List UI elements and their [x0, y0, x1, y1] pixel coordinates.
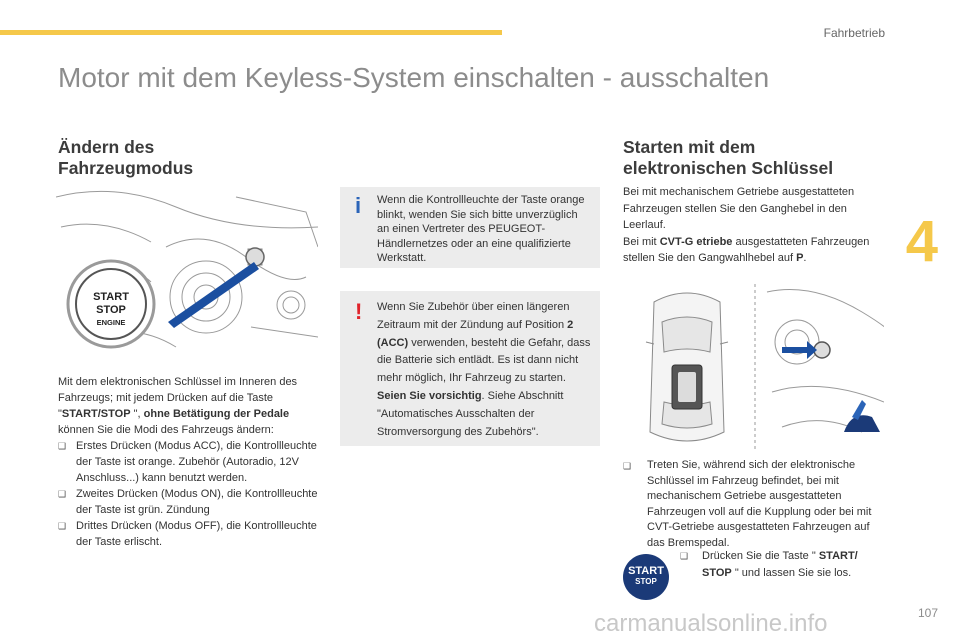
bullet-text: Drittes Drücken (Modus OFF), die Kontrollleuchte der Taste erlischt.: [76, 520, 317, 548]
top-accent-bar: [0, 30, 502, 35]
right-heading-line2: elektronischen Schlüssel: [623, 158, 834, 178]
intro-text-2: ",: [130, 408, 144, 420]
bullet2-bold-2: STOP: [702, 567, 732, 579]
warning-bold-1: 2 (ACC): [377, 318, 574, 349]
start-stop-badge: [68, 261, 154, 347]
warning-box: [340, 291, 600, 446]
intro-text: Mit dem elektronischen Schlüssel im Inneren des Fahrzeugs; mit jedem Drücken auf die Taste ": [58, 376, 298, 420]
bullet2-text-2: " und lassen Sie sie los.: [731, 567, 852, 579]
right-para-2: [623, 234, 889, 267]
left-heading-line2: Fahrzeugmodus: [58, 158, 194, 178]
start-bullet-1: [623, 458, 889, 551]
watermark: carmanualsonline.info: [594, 610, 828, 637]
info-icon: i: [355, 193, 362, 218]
warning-text-2: verwenden, besteht die Gefahr, dass die Batterie sich entlädt. Es ist dann nicht mehr möglich, Ihr Fahrzeug zu starten.: [377, 336, 591, 385]
left-heading-line1: Ändern des: [58, 137, 155, 157]
start-stop-button-icon: [623, 554, 669, 600]
right-p2-bold-2: P: [796, 252, 804, 264]
bullet2-bold-1: START/: [818, 550, 858, 562]
right-heading: [623, 137, 833, 179]
right-intro: [623, 184, 889, 267]
right-p2-bold: CVT-G etriebe: [659, 235, 733, 248]
start-drawing: [622, 282, 884, 454]
right-p2-text-3: .: [803, 252, 807, 264]
ignition-button-drawing: [246, 248, 264, 266]
page-number: 107: [918, 606, 939, 620]
bullet-marker: ❑: [58, 521, 67, 531]
start-label: START: [628, 565, 664, 577]
intro-text-3: können Sie die Modi des Fahrzeugs ändern:: [58, 424, 274, 436]
bullet-text: Zweites Drücken (Modus ON), die Kontrollleuchte der Taste ist grün. Zündung: [76, 488, 318, 516]
right-para-1: Bei mit mechanischem Getriebe ausgestatteten Fahrzeugen stellen Sie den Ganghebel in den Leerlauf.: [623, 186, 855, 231]
dashboard-drawing: [56, 187, 318, 359]
right-p2-text: Bei mit: [623, 235, 660, 248]
right-p2-text-2: ausgestatteten Fahrzeugen stellen Sie den Gangwahlhebel auf: [623, 235, 870, 264]
mode-bullet-1: [58, 438, 320, 486]
bullet-text: Erstes Drücken (Modus ACC), die Kontrollleuchte der Taste ist orange. Zubehör (Autoradio, 12V Anschluss...) kann benutzt werden.: [76, 440, 317, 484]
intro-bold: ohne Betätigung der Pedale: [143, 408, 290, 420]
left-heading: [58, 137, 193, 179]
right-bullets: [623, 458, 889, 551]
bullet-marker: ❑: [680, 551, 689, 561]
chapter-number: 4: [905, 209, 938, 274]
bullet2-text-1: Drücken Sie die Taste ": [702, 550, 819, 562]
left-intro: [58, 374, 320, 438]
badge-stop-text: STOP: [96, 304, 126, 316]
intro-key: START/STOP: [61, 408, 131, 420]
info-text: Wenn die Kontrollleuchte der Taste orange blinkt, wenden Sie sich bitte unverzüglich an einen Vertreter des PEUGEOT-Händlernetzes oder an eine qualifizierte Werkstatt.: [377, 194, 585, 264]
start-illustration: [622, 282, 884, 454]
right-heading-line1: Starten mit dem: [623, 137, 756, 157]
bullet-text: Treten Sie, während sich der elektronische Schlüssel im Fahrzeug befindet, bei mit mechanischem Getriebe ausgestatteten Fahrzeugen voll auf die Kupplung oder bei mit CVT-Getriebe ausgestatteten Fahrzeugen auf das Bremspedal.: [647, 459, 872, 549]
arrow-icon: [782, 341, 817, 359]
start-bullet-2-row: [680, 548, 890, 582]
warning-icon: !: [355, 299, 363, 324]
bullet-marker: ❑: [623, 461, 632, 471]
dashboard-illustration: [56, 187, 318, 359]
warning-text-1: Wenn Sie Zubehör über einen längeren Zeitraum mit der Zündung auf Position: [377, 301, 570, 331]
warning-text-3: . Siehe Abschnitt "Automatisches Ausschalten der Stromversorgung des Zubehörs".: [377, 389, 564, 438]
left-body: [58, 374, 320, 550]
bullet-marker: ❑: [58, 489, 67, 499]
warning-text: [377, 299, 592, 441]
mode-bullet-2: [58, 486, 320, 518]
badge-start-text: START: [93, 291, 129, 303]
key-fob-icon: [678, 372, 696, 402]
section-label: Fahrbetrieb: [823, 26, 885, 40]
bullet-marker: ❑: [58, 441, 67, 451]
warning-bold-2: Seien Sie vorsichtig: [377, 389, 482, 402]
page-title: Motor mit dem Keyless-System einschalten - ausschalten: [58, 62, 770, 93]
pedal-foot-icon: [844, 400, 880, 432]
start-bullet-2: [680, 548, 890, 582]
mode-bullet-3: [58, 518, 320, 550]
badge-engine-text: ENGINE: [96, 318, 126, 327]
bullet-text: [702, 548, 890, 582]
stop-label: STOP: [635, 577, 657, 586]
info-box: [340, 187, 600, 268]
